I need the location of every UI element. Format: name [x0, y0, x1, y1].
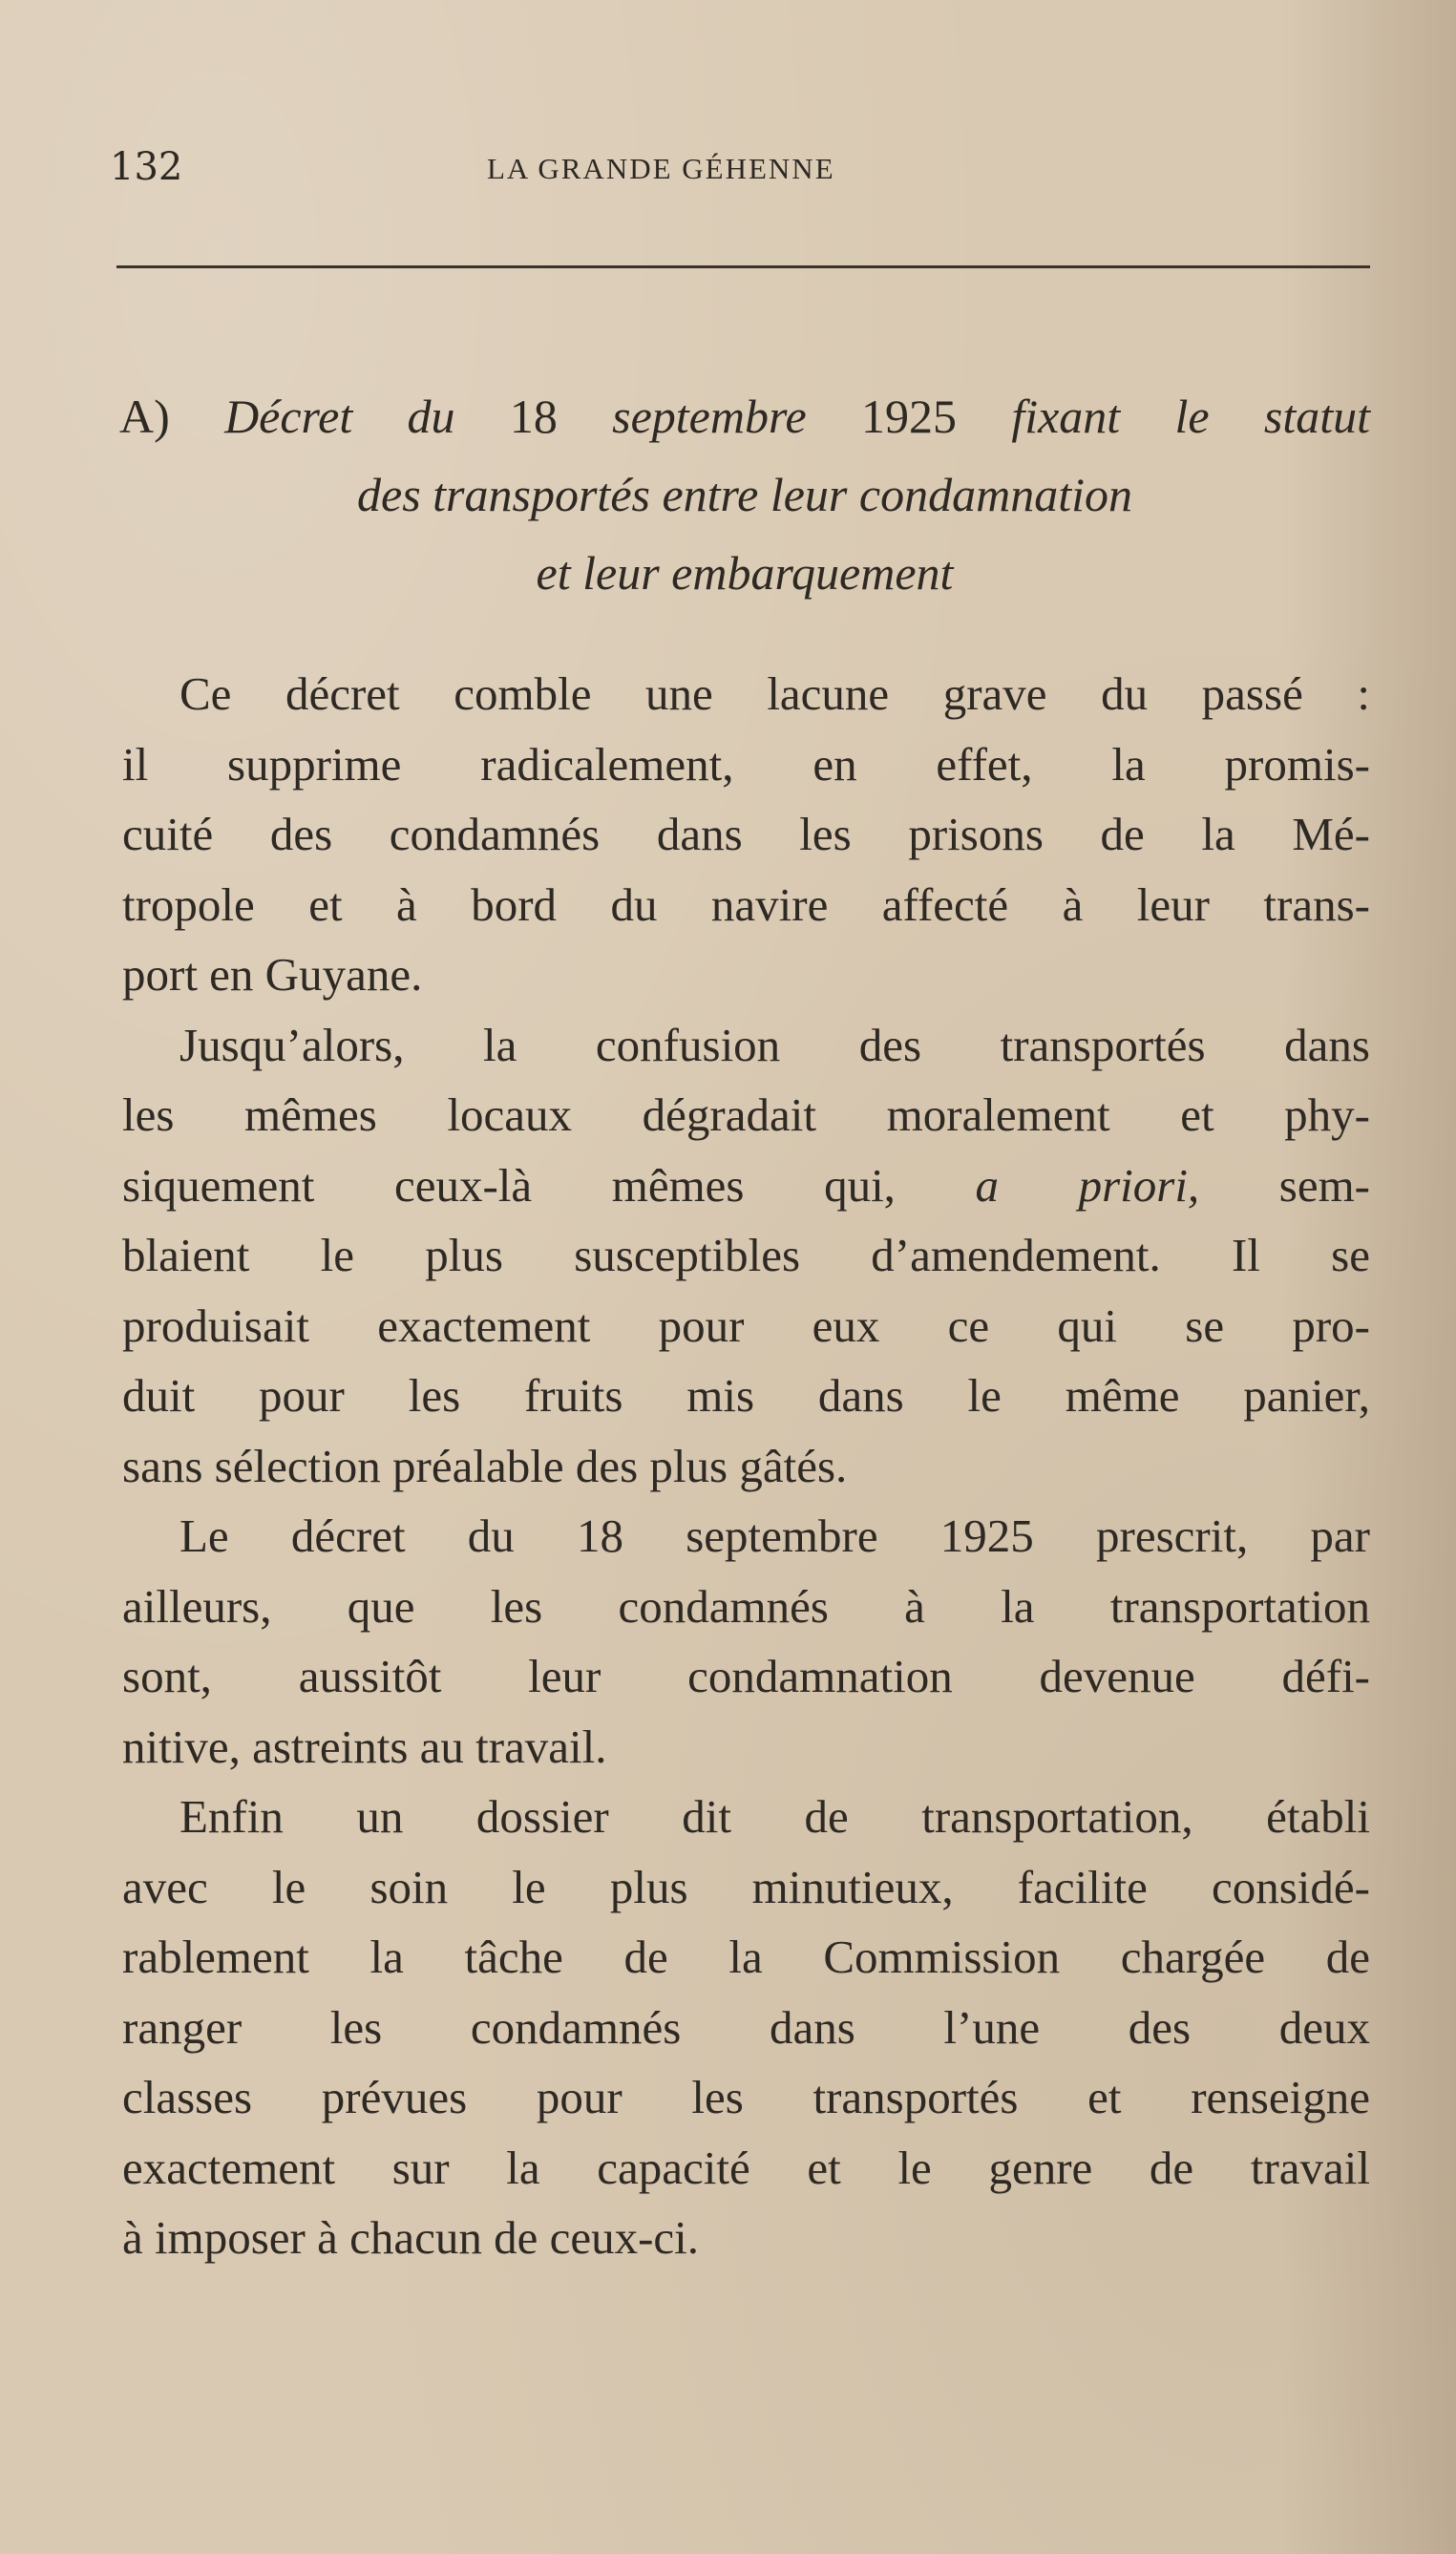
running-head: [110, 143, 1370, 191]
text-line: tropole et à bord du navire affecté à leur trans-: [122, 877, 1370, 931]
heading-number-2: 1925: [806, 390, 1012, 443]
text-line: produisait exactement pour eux ce qui se pro-: [122, 1298, 1370, 1352]
text-fragment: sem-: [1199, 1158, 1370, 1212]
text-line: blaient le plus susceptibles d’amendement. Il se: [122, 1229, 1370, 1281]
text-line: duit pour les fruits mis dans le même panier,: [122, 1369, 1370, 1422]
heading-italic-b: septembre: [612, 390, 807, 443]
paragraph-2: [122, 1010, 1370, 1502]
heading-italic-a: Décret du: [224, 390, 455, 443]
text-line: classes prévues pour les transportés et renseigne: [122, 2071, 1370, 2123]
body-text: [122, 659, 1370, 2273]
heading-prefix: A): [119, 390, 225, 443]
heading-number-1: 18: [454, 390, 613, 443]
text-line: nitive, astreints au travail.: [122, 1720, 607, 1773]
heading-italic-c: fixant le statut: [1011, 390, 1370, 443]
text-line: port en Guyane.: [122, 948, 423, 1001]
text-line: Enfin un dossier dit de transportation, établi: [179, 1790, 1370, 1843]
running-title: LA GRANDE GÉHENNE: [487, 152, 835, 185]
text-line: ranger les condamnés dans l’une des deux: [122, 2000, 1370, 2054]
italic-phrase: a priori,: [975, 1158, 1200, 1212]
text-line: Ce décret comble une lacune grave du passé :: [179, 667, 1370, 720]
paragraph-4: [122, 1782, 1370, 2273]
text-line: avec le soin le plus minutieux, facilite considé-: [122, 1860, 1370, 1913]
section-heading: [119, 377, 1370, 612]
text-line: à imposer à chacun de ceux-ci.: [122, 2211, 700, 2264]
text-line: sans sélection préalable des plus gâtés.: [122, 1439, 848, 1492]
text-line: sont, aussitôt leur condamnation devenue défi-: [122, 1650, 1370, 1702]
paragraph-3: [122, 1501, 1370, 1782]
text-line: Jusqu’alors, la confusion des transportés dans: [179, 1018, 1370, 1071]
text-line: les mêmes locaux dégradait moralement et phy-: [122, 1088, 1370, 1141]
text-line-with-italic: [122, 1150, 1370, 1221]
text-line: ailleurs, que les condamnés à la transportation: [122, 1579, 1370, 1633]
page-number: 132: [110, 145, 183, 189]
header-rule: [116, 265, 1370, 268]
heading-line-1: [119, 377, 1370, 455]
text-line: il supprime radicalement, en effet, la promis-: [122, 737, 1370, 791]
text-line: exactement sur la capacité et le genre de travail: [122, 2141, 1370, 2194]
text-line: cuité des condamnés dans les prisons de la Mé-: [122, 808, 1370, 860]
text-fragment: siquement ceux-là mêmes qui,: [122, 1158, 976, 1212]
heading-line-2: des transportés entre leur condamnation: [357, 468, 1132, 521]
text-line: Le décret du 18 septembre 1925 prescrit, par: [179, 1509, 1370, 1562]
paragraph-1: [122, 659, 1370, 1010]
text-line: rablement la tâche de la Commission chargée de: [122, 1931, 1370, 1983]
heading-line-3: et leur embarquement: [536, 546, 954, 600]
